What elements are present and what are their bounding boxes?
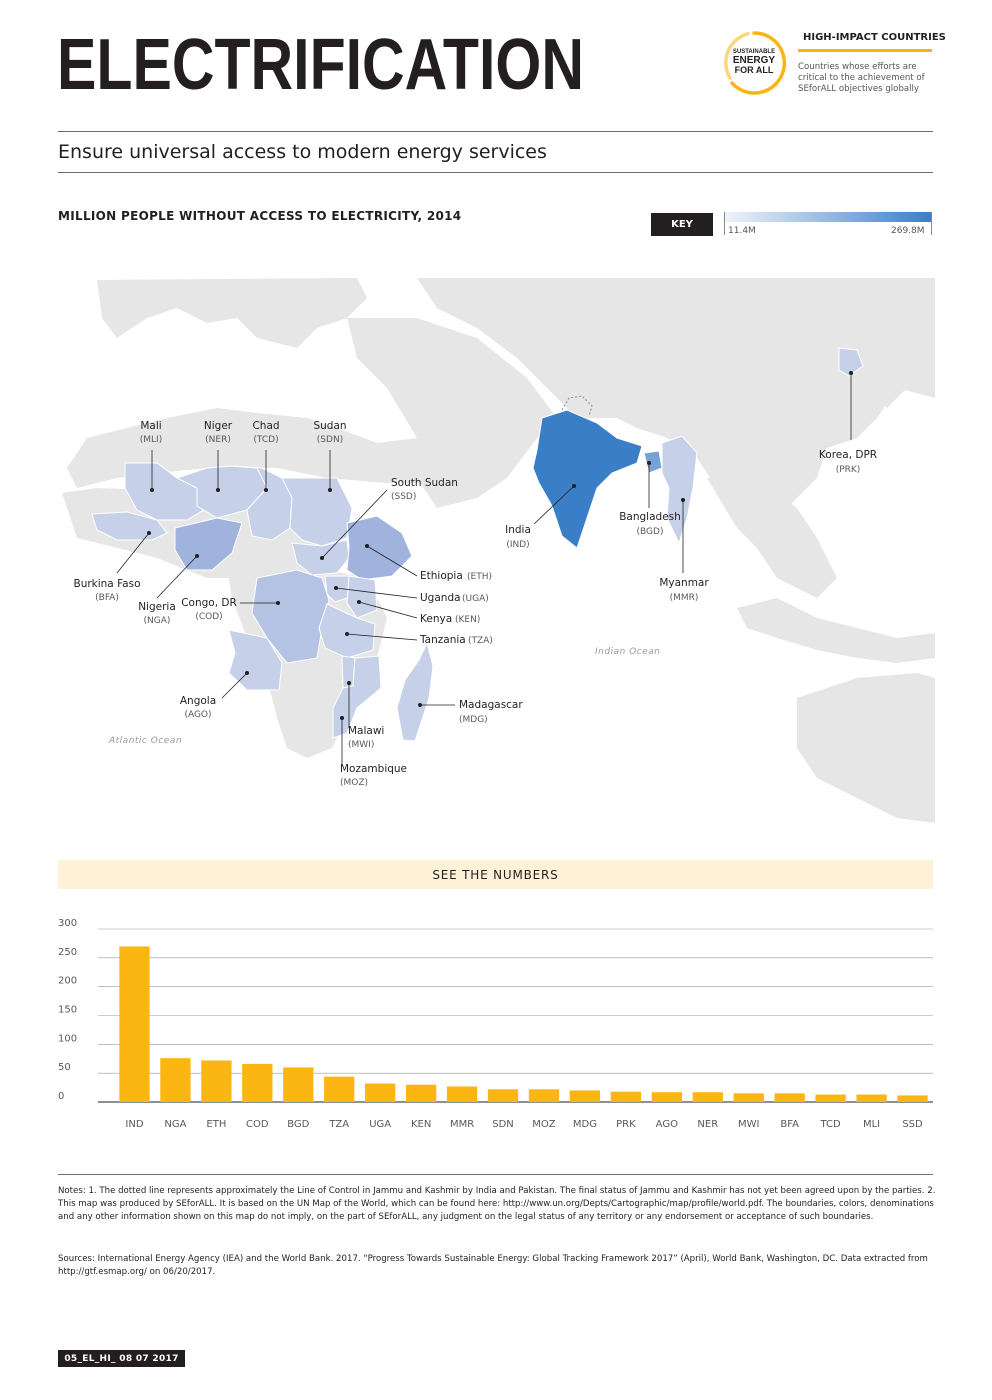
chart-x-tick-labels [125, 1119, 923, 1130]
y-tick-100: 100 [58, 1033, 78, 1045]
chart-bars [119, 946, 927, 1102]
bar-ner [693, 1092, 723, 1102]
svg-text:(MLI): (MLI) [139, 435, 163, 445]
bar-mli [856, 1095, 886, 1102]
x-tick-ssd: SSD [902, 1119, 923, 1130]
label-mozambique: Mozambique [340, 763, 408, 775]
header-divider-bottom [58, 172, 933, 173]
footer-divider [58, 1174, 933, 1175]
key-min-value: 11.4M [728, 226, 756, 236]
x-tick-ken: KEN [410, 1119, 432, 1130]
bar-bgd [283, 1067, 313, 1102]
svg-text:(COD): (COD) [195, 612, 223, 622]
bar-uga [365, 1084, 395, 1102]
label-myanmar: Myanmar [659, 577, 709, 589]
y-tick-0: 0 [58, 1091, 65, 1102]
header-divider-top [58, 131, 933, 132]
svg-text:(IND): (IND) [506, 540, 530, 550]
bar-nga [160, 1058, 190, 1102]
document-code: 05_EL_HI_ 08 07 2017 [58, 1350, 185, 1367]
bar-sdn [488, 1089, 518, 1102]
atlantic-ocean-label: Atlantic Ocean [109, 736, 183, 746]
svg-text:(MWI): (MWI) [348, 740, 375, 750]
x-tick-tza: TZA [329, 1119, 350, 1130]
key-tick-min [724, 212, 725, 235]
label-tanzania: Tanzania [420, 634, 466, 646]
bar-tcd [815, 1095, 845, 1102]
bar-ken [406, 1085, 436, 1102]
label-india: India [505, 524, 531, 536]
svg-text:(TCD): (TCD) [253, 435, 279, 445]
bar-mwi [734, 1093, 764, 1102]
label-south-sudan: South Sudan [391, 477, 458, 489]
x-tick-bgd: BGD [287, 1119, 310, 1130]
key-tick-max [931, 212, 932, 235]
key-label: KEY [651, 213, 713, 236]
x-tick-sdn: SDN [492, 1119, 514, 1130]
bar-ago [652, 1092, 682, 1102]
x-tick-tcd: TCD [820, 1119, 841, 1130]
x-tick-mdg: MDG [572, 1119, 597, 1130]
label-uganda: Uganda [420, 592, 461, 604]
svg-text:(KEN): (KEN) [455, 615, 481, 625]
svg-text:(ETH): (ETH) [467, 572, 492, 582]
label-sudan: Sudan [313, 420, 347, 432]
svg-text:ENERGY: ENERGY [732, 55, 776, 66]
high-impact-description: Countries whose efforts are critical to the achievement of SEforALL objectives globally [798, 62, 925, 94]
svg-text:(UGA): (UGA) [462, 594, 489, 604]
label-niger: Niger [203, 420, 233, 432]
bar-chart [50, 918, 940, 1138]
x-tick-mwi: MWI [737, 1119, 760, 1130]
bar-bfa [775, 1093, 805, 1102]
svg-text:(MDG): (MDG) [459, 715, 488, 725]
bar-cod [242, 1064, 272, 1102]
svg-text:(NER): (NER) [205, 435, 231, 445]
label-chad: Chad [252, 420, 280, 432]
svg-text:(BGD): (BGD) [636, 527, 664, 537]
bar-moz [529, 1089, 559, 1102]
x-tick-bfa: BFA [780, 1119, 799, 1130]
y-tick-300: 300 [58, 918, 78, 929]
bar-mmr [447, 1086, 477, 1102]
bar-ind [119, 946, 149, 1102]
label-malawi: Malawi [348, 725, 385, 737]
bar-eth [201, 1060, 231, 1102]
svg-text:(AGO): (AGO) [184, 710, 212, 720]
map-title: MILLION PEOPLE WITHOUT ACCESS TO ELECTRICITY, 2014 [58, 209, 462, 223]
sources: Sources: International Energy Agency (IEA) and the World Bank. 2017. “Progress Towards Sustainable Energy: Global Tracking Framework 2017” (April), World Bank, Washington, DC. Data extracted from http://gtf.esmap.org/ on 06/20/2017. [58, 1254, 928, 1277]
page-title: ELECTRIFICATION [57, 25, 584, 105]
label-angola: Angola [179, 695, 217, 707]
x-tick-nga: NGA [164, 1119, 187, 1130]
y-tick-150: 150 [58, 1004, 78, 1016]
label-mali: Mali [140, 420, 162, 432]
svg-text:(MOZ): (MOZ) [340, 778, 369, 788]
label-kenya: Kenya [420, 613, 453, 625]
high-impact-label: HIGH-IMPACT COUNTRIES [803, 32, 946, 43]
y-tick-50: 50 [58, 1062, 71, 1074]
label-nigeria: Nigeria [138, 601, 176, 613]
footnotes: Notes: 1. The dotted line represents approximately the Line of Control in Jammu and Kashmir by India and Pakistan. The final status of Jammu and Kashmir has not yet been agreed upon by the parties. 2. This map was produced by SEforALL. It is based on the UN Map of the World, which can be found here: http://www.un.org/Depts/Cartographic/map/profile/world.pdf. The boundaries, colors, denominations and any other information shown on this map do not imply, on the part of SEforALL, any judgment on the legal status of any territory or any endorsement or acceptance of such boundaries. [58, 1186, 936, 1222]
label-congo-dr: Congo, DR [181, 597, 237, 609]
indian-ocean-label: Indian Ocean [595, 647, 661, 657]
x-tick-eth: ETH [206, 1119, 227, 1130]
svg-text:(MMR): (MMR) [669, 593, 699, 603]
label-burkina-faso: Burkina Faso [73, 578, 141, 590]
y-tick-250: 250 [58, 946, 78, 958]
see-the-numbers-banner: SEE THE NUMBERS [58, 860, 933, 889]
svg-text:(PRK): (PRK) [835, 465, 861, 475]
y-tick-200: 200 [58, 975, 78, 987]
x-tick-moz: MOZ [532, 1119, 556, 1130]
x-tick-mmr: MMR [449, 1119, 475, 1130]
svg-text:(SSD): (SSD) [391, 492, 417, 502]
bar-tza [324, 1077, 354, 1102]
page-subtitle: Ensure universal access to modern energy services [58, 141, 547, 163]
svg-text:(NGA): (NGA) [143, 616, 171, 626]
label-korea-dpr: Korea, DPR [818, 449, 878, 461]
svg-text:SUSTAINABLE: SUSTAINABLE [732, 49, 776, 55]
x-tick-ner: NER [697, 1119, 719, 1130]
bar-ssd [897, 1095, 927, 1102]
x-tick-ago: AGO [655, 1119, 678, 1130]
key-gradient-scale [724, 212, 932, 222]
svg-text:(TZA): (TZA) [468, 636, 493, 646]
key-max-value: 269.8M [891, 226, 925, 236]
svg-text:FOR ALL: FOR ALL [734, 65, 774, 75]
x-tick-mli: MLI [862, 1119, 881, 1130]
label-ethiopia: Ethiopia [420, 570, 463, 582]
svg-text:(SDN): (SDN) [316, 435, 344, 445]
bar-prk [611, 1092, 641, 1102]
label-bangladesh: Bangladesh [619, 511, 681, 523]
x-tick-prk: PRK [616, 1119, 636, 1130]
svg-text:(BFA): (BFA) [95, 593, 119, 603]
sustainable-energy-for-all-logo [722, 30, 786, 96]
bar-mdg [570, 1090, 600, 1102]
x-tick-ind: IND [125, 1119, 144, 1130]
x-tick-cod: COD [246, 1119, 269, 1130]
high-impact-rule [798, 49, 932, 52]
x-tick-uga: UGA [369, 1119, 392, 1130]
label-madagascar: Madagascar [459, 699, 523, 711]
electricity-access-map [57, 278, 935, 823]
chart-y-tick-labels [58, 918, 77, 1102]
